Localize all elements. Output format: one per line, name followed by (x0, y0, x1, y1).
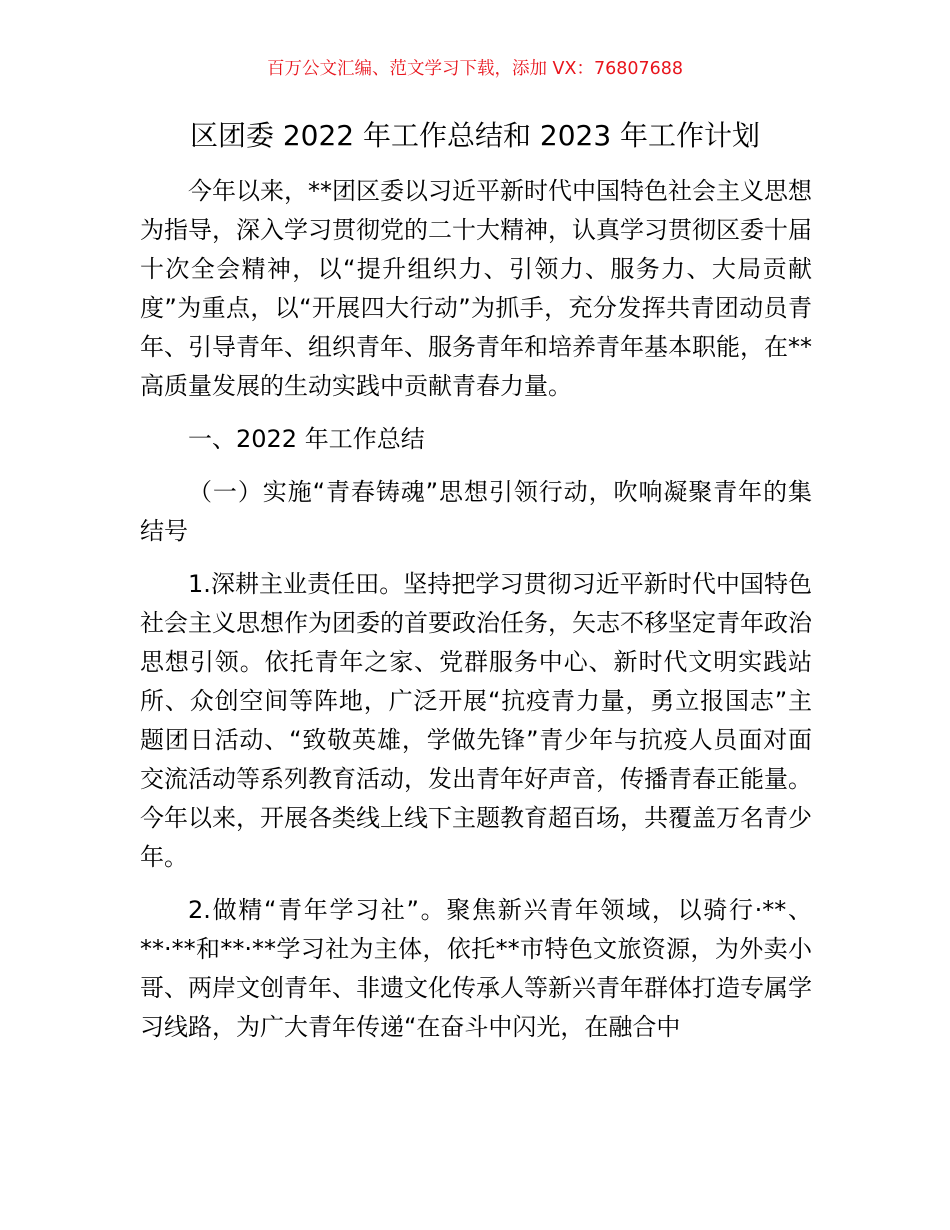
section-heading-summary: 一、2022 年工作总结 (188, 425, 425, 453)
subsection-heading-1: （一）实施“青春铸魂”思想引领行动，吹响凝聚青年的集结号 (140, 478, 812, 545)
intro-paragraph: 今年以来，**团区委以习近平新时代中国特色社会主义思想为指导，深入学习贯彻党的二十大精神，认真学习贯彻区委十届十次全会精神，以“提升组织力、引领力、服务力、大局贡献度”为重点，以“开展四大行动”为抓手，充分发挥共青团动员青年、引导青年、组织青年、服务青年和培养青年基本职能，在**高质量发展的生动实践中贡献青春力量。 (140, 177, 812, 400)
document-body (140, 172, 812, 1047)
document-title: 区团委 2022 年工作总结和 2023 年工作计划 (189, 119, 761, 152)
item-paragraph-2: 2.做精“青年学习社”。聚焦新兴青年领域，以骑行·**、**·**和**·**学习社为主体，依托**市特色文旅资源，为外卖小哥、两岸文创青年、非遗文化传承人等新兴青年群体打造专属学习线路，为广大青年传递“在奋斗中闪光，在融合中 (140, 896, 812, 1041)
watermark-header: 百万公文汇编、范文学习下载，添加 VX：76807688 (266, 59, 684, 79)
item-paragraph-1: 1.深耕主业责任田。坚持把学习贯彻习近平新时代中国特色社会主义思想作为团委的首要政治任务，矢志不移坚定青年政治思想引领。依托青年之家、党群服务中心、新时代文明实践站所、众创空间等阵地，广泛开展“抗疫青力量，勇立报国志”主题团日活动、“致敬英雄，学做先锋”青少年与抗疫人员面对面交流活动等系列教育活动，发出青年好声音，传播青春正能量。今年以来，开展各类线上线下主题教育超百场，共覆盖万名青少年。 (140, 570, 812, 871)
